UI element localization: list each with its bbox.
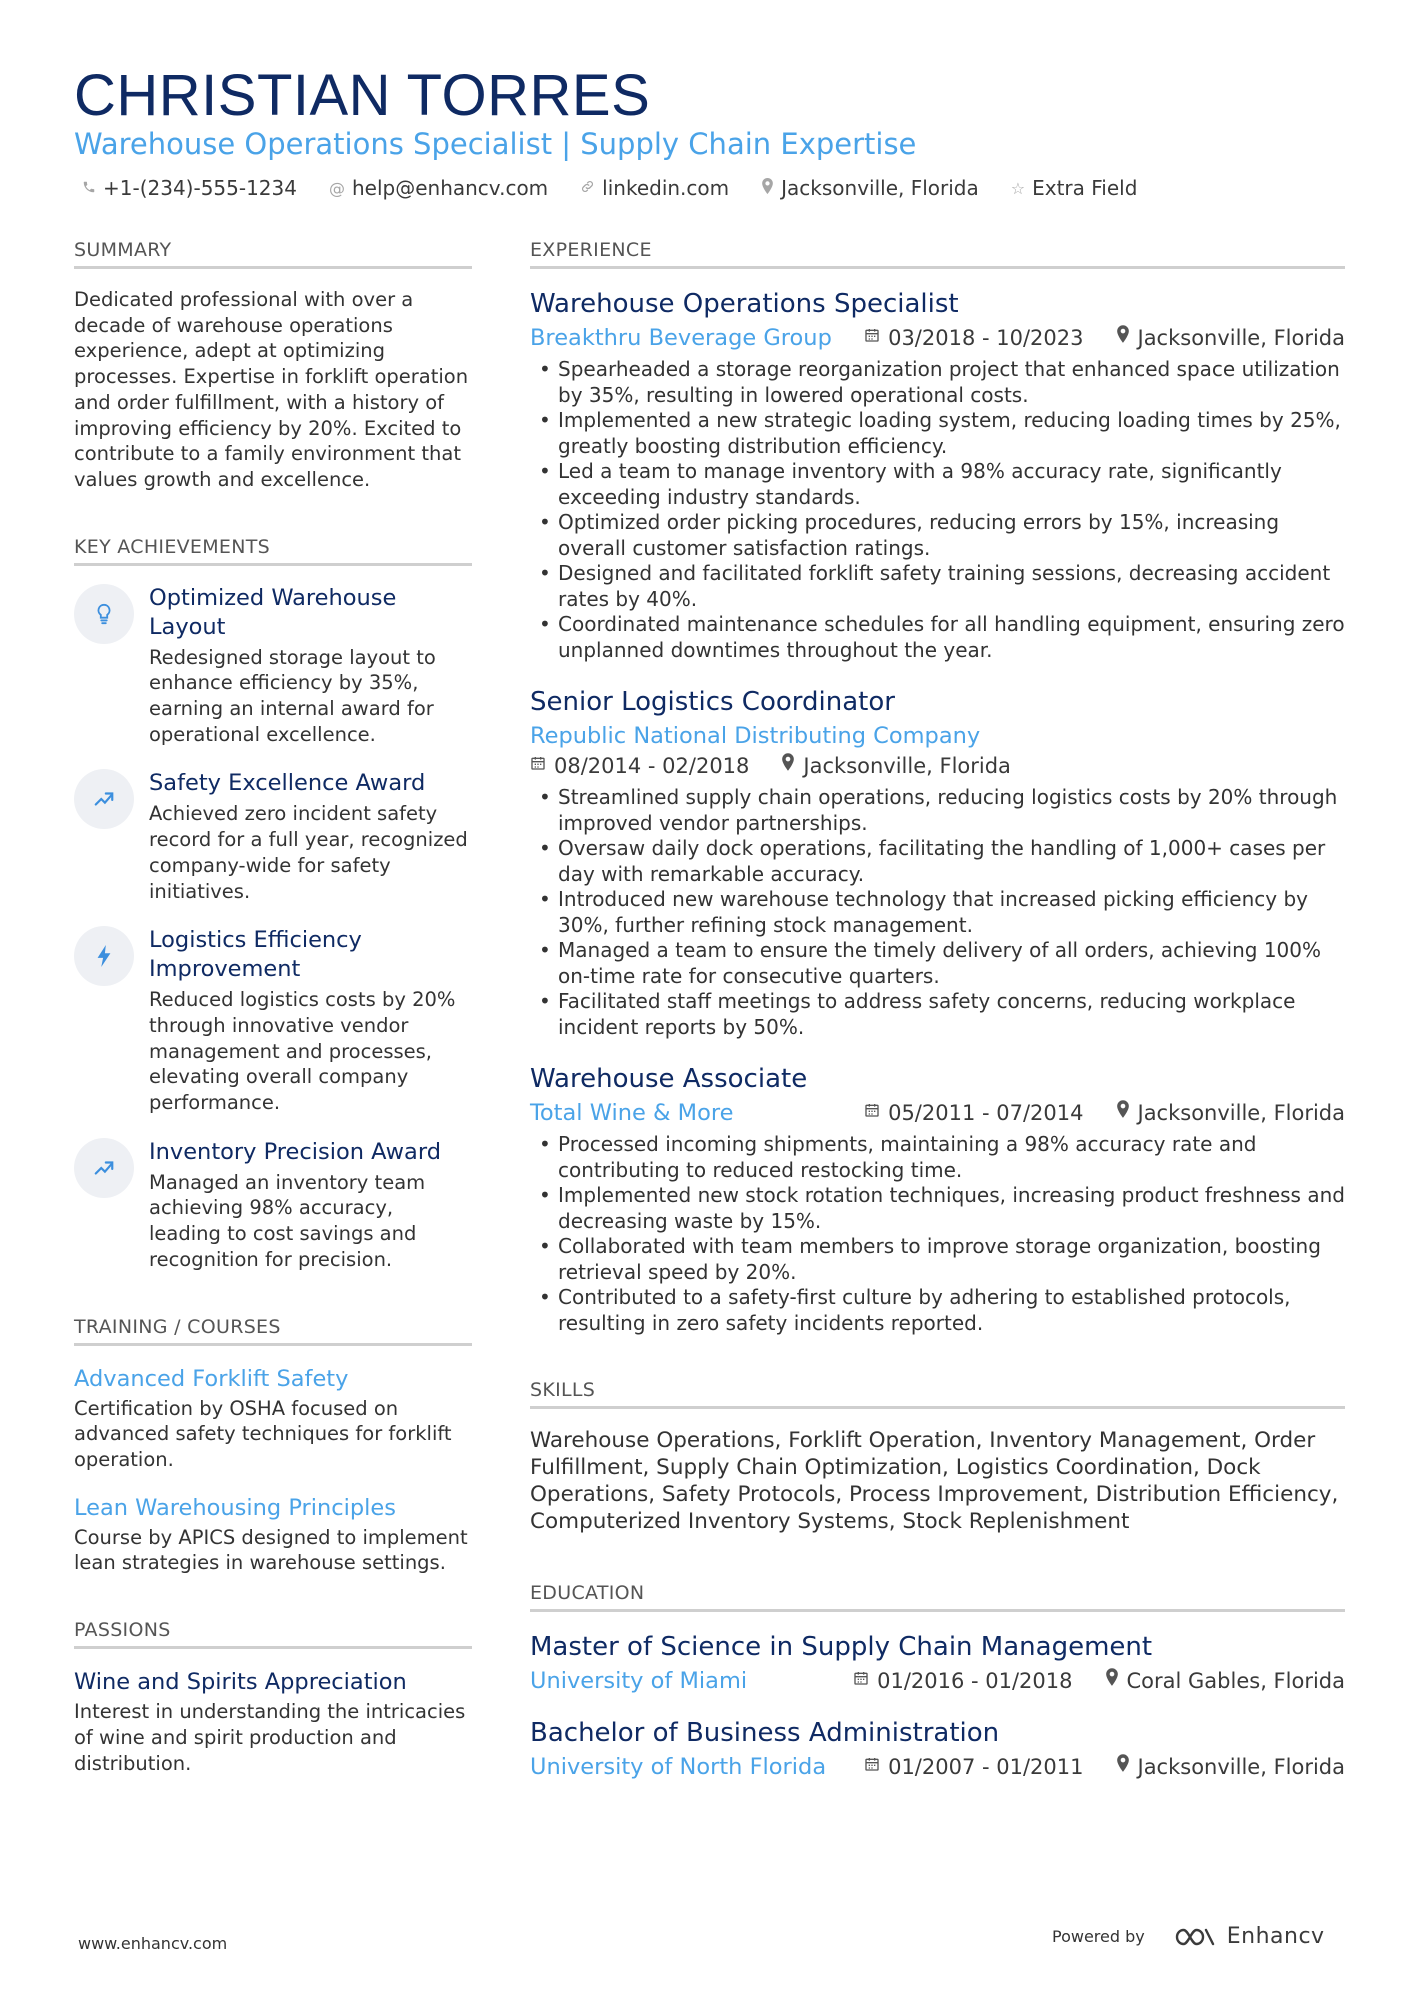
job-dates: 08/2014 - 02/2018 <box>554 754 750 778</box>
company-name: Republic National Distributing Company <box>530 723 981 749</box>
training-title: TRAINING / COURSES <box>74 1313 472 1346</box>
contact-extra <box>1011 176 1138 200</box>
achievement-item <box>74 769 472 904</box>
job-location: Jacksonville, Florida <box>803 754 1011 778</box>
achievements-section <box>74 533 472 1273</box>
contact-email[interactable] <box>329 176 548 200</box>
training-item <box>74 1364 472 1473</box>
location-icon <box>1116 1752 1130 1782</box>
company-name: Total Wine & More <box>530 1100 734 1126</box>
phone-icon <box>82 179 96 198</box>
education-title: EDUCATION <box>530 1579 1345 1612</box>
job-bullet: • Contributed to a safety-first culture by adhering to established protocols, resulting in zero safety incidents reported. <box>530 1285 1345 1336</box>
education-entry <box>530 1716 1345 1782</box>
location-icon <box>1105 1666 1119 1696</box>
job-dates: 03/2018 - 10/2023 <box>888 326 1084 350</box>
achievement-item <box>74 926 472 1116</box>
job-bullet: • Designed and facilitated forklift safety training sessions, decreasing accident rates by 40%. <box>530 561 1345 612</box>
summary-section <box>74 236 472 493</box>
powered-by-label: Powered by <box>1052 1927 1145 1946</box>
job-bullet: • Facilitated staff meetings to address safety concerns, reducing workplace incident reports by 50%. <box>530 989 1345 1040</box>
enhancv-logo-icon <box>1173 1926 1217 1948</box>
skills-section <box>530 1376 1345 1535</box>
school-name: University of North Florida <box>530 1754 827 1780</box>
passion-title: Wine and Spirits Appreciation <box>74 1669 407 1696</box>
job-entry <box>530 287 1345 663</box>
school-name: University of Miami <box>530 1668 748 1694</box>
achievement-text: Achieved zero incident safety record for a full year, recognized company-wide for safety initiatives. <box>149 802 468 903</box>
location-icon <box>761 178 774 198</box>
link-icon <box>580 179 595 198</box>
job-bullet: • Processed incoming shipments, maintaining a 98% accuracy rate and contributing to reduced restocking time. <box>530 1132 1345 1183</box>
company-name: Breakthru Beverage Group <box>530 325 832 351</box>
degree-title: Bachelor of Business Administration <box>530 1718 1000 1748</box>
contact-phone[interactable] <box>82 176 297 200</box>
summary-title: SUMMARY <box>74 236 472 269</box>
job-bullet: • Managed a team to ensure the timely delivery of all orders, achieving 100% on-time rate for consecutive quarters. <box>530 938 1345 989</box>
calendar-icon <box>864 323 880 353</box>
job-entry <box>530 1062 1345 1336</box>
brand-name: Enhancv <box>1226 1924 1325 1949</box>
training-item-text: Course by APICS designed to implement lean strategies in warehouse settings. <box>74 1525 468 1575</box>
growth-arrow-icon <box>74 1138 134 1198</box>
achievement-text: Reduced logistics costs by 20% through innovative vendor management and processes, elevating overall company performance. <box>149 988 456 1115</box>
education-dates: 01/2016 - 01/2018 <box>877 1669 1073 1693</box>
education-section <box>530 1579 1345 1782</box>
location-icon <box>781 751 795 781</box>
job-bullet: • Collaborated with team members to improve storage organization, boosting retrieval speed by 20%. <box>530 1234 1345 1285</box>
at-icon: @ <box>328 178 345 198</box>
location-icon <box>1116 323 1130 353</box>
experience-section <box>530 236 1345 1336</box>
star-icon: ☆ <box>1010 178 1026 198</box>
achievements-title: KEY ACHIEVEMENTS <box>74 533 472 566</box>
footer-branding <box>1052 1924 1325 1949</box>
calendar-icon <box>864 1752 880 1782</box>
job-bullet: • Coordinated maintenance schedules for all handling equipment, ensuring zero unplanned downtimes throughout the year. <box>530 612 1345 663</box>
achievement-title: Logistics Efficiency Improvement <box>149 927 362 983</box>
contact-phone-text: +1-(234)-555-1234 <box>103 176 297 200</box>
education-entry <box>530 1630 1345 1696</box>
training-item-title: Advanced Forklift Safety <box>74 1365 349 1392</box>
candidate-name: CHRISTIAN TORRES <box>74 63 651 128</box>
education-location: Jacksonville, Florida <box>1137 1755 1345 1779</box>
job-dates: 05/2011 - 07/2014 <box>888 1101 1084 1125</box>
footer-website[interactable]: www.enhancv.com <box>78 1934 228 1953</box>
job-title: Warehouse Operations Specialist <box>530 289 959 319</box>
training-item <box>74 1493 472 1576</box>
location-icon <box>1116 1098 1130 1128</box>
job-bullet: • Streamlined supply chain operations, reducing logistics costs by 20% through improved vendor partnerships. <box>530 785 1345 836</box>
achievement-text: Redesigned storage layout to enhance efficiency by 35%, earning an internal award for operational excellence. <box>149 645 436 746</box>
contact-linkedin[interactable] <box>580 176 729 200</box>
achievement-title: Safety Excellence Award <box>149 770 426 797</box>
job-bullet: • Implemented a new strategic loading system, reducing loading times by 25%, greatly boosting distribution efficiency. <box>530 408 1345 459</box>
training-item-title: Lean Warehousing Principles <box>74 1494 396 1521</box>
education-dates: 01/2007 - 01/2011 <box>888 1755 1084 1779</box>
job-bullets <box>530 1132 1345 1336</box>
job-bullet: • Led a team to manage inventory with a 98% accuracy rate, significantly exceeding industry standards. <box>530 459 1345 510</box>
skills-title: SKILLS <box>530 1376 1345 1409</box>
job-bullets <box>530 357 1345 663</box>
passion-text: Interest in understanding the intricacies of wine and spirit production and distribution. <box>74 1700 466 1775</box>
summary-text: Dedicated professional with over a decade of warehouse operations experience, adept at optimizing processes. Expertise in forklift operation and order fulfillment, with a history of improving efficiency by 20%. Excited to contribute to a family environment that values growth and excellence. <box>74 288 469 491</box>
left-column <box>74 236 472 1776</box>
lightning-icon <box>74 926 134 986</box>
job-bullet: • Optimized order picking procedures, reducing errors by 15%, increasing overall customer satisfaction ratings. <box>530 510 1345 561</box>
education-location: Coral Gables, Florida <box>1126 1669 1345 1693</box>
growth-arrow-icon <box>74 769 134 829</box>
achievement-title: Optimized Warehouse Layout <box>149 584 397 640</box>
training-section <box>74 1313 472 1577</box>
achievement-text: Managed an inventory team achieving 98% accuracy, leading to cost savings and recognition for precision. <box>149 1170 426 1271</box>
job-bullet: • Spearheaded a storage reorganization project that enhanced space utilization by 35%, resulting in lowered operational costs. <box>530 357 1345 408</box>
passions-title: PASSIONS <box>74 1616 472 1649</box>
contact-bar <box>82 176 1169 200</box>
job-bullet: • Implemented new stock rotation techniques, increasing product freshness and decreasing waste by 15%. <box>530 1183 1345 1234</box>
contact-email-text: help@enhancv.com <box>351 176 549 200</box>
job-title: Warehouse Associate <box>530 1064 808 1094</box>
training-item-text: Certification by OSHA focused on advanced safety techniques for forklift operation. <box>74 1396 452 1471</box>
job-entry <box>530 685 1345 1040</box>
achievement-item <box>74 584 472 748</box>
job-bullets <box>530 785 1345 1040</box>
passions-section <box>74 1616 472 1776</box>
skills-text: Warehouse Operations, Forklift Operation, Inventory Management, Order Fulfillment, Supply Chain Optimization, Logistics Coordination, Dock Operations, Safety Protocols, Process Improvement, Distribution Efficiency, Computerized Inventory Systems, Stock Replenishment <box>530 1428 1339 1534</box>
experience-title: EXPERIENCE <box>530 236 1345 269</box>
right-column <box>530 236 1345 1802</box>
contact-linkedin-text: linkedin.com <box>602 176 730 200</box>
achievement-title: Inventory Precision Award <box>149 1138 441 1165</box>
contact-location-text: Jacksonville, Florida <box>781 176 979 200</box>
calendar-icon <box>853 1666 869 1696</box>
headline: Warehouse Operations Specialist | Supply Chain Expertise <box>74 127 917 161</box>
calendar-icon <box>864 1098 880 1128</box>
job-location: Jacksonville, Florida <box>1137 326 1345 350</box>
degree-title: Master of Science in Supply Chain Management <box>530 1632 1153 1662</box>
lightbulb-icon <box>74 584 134 644</box>
contact-location <box>761 176 979 200</box>
job-bullet: • Oversaw daily dock operations, facilitating the handling of 1,000+ cases per day with remarkable accuracy. <box>530 836 1345 887</box>
job-title: Senior Logistics Coordinator <box>530 687 895 717</box>
achievement-item <box>74 1138 472 1273</box>
calendar-icon <box>530 751 546 781</box>
job-bullet: • Introduced new warehouse technology that increased picking efficiency by 30%, further refining stock management. <box>530 887 1345 938</box>
job-location: Jacksonville, Florida <box>1137 1101 1345 1125</box>
contact-extra-text: Extra Field <box>1032 176 1138 200</box>
